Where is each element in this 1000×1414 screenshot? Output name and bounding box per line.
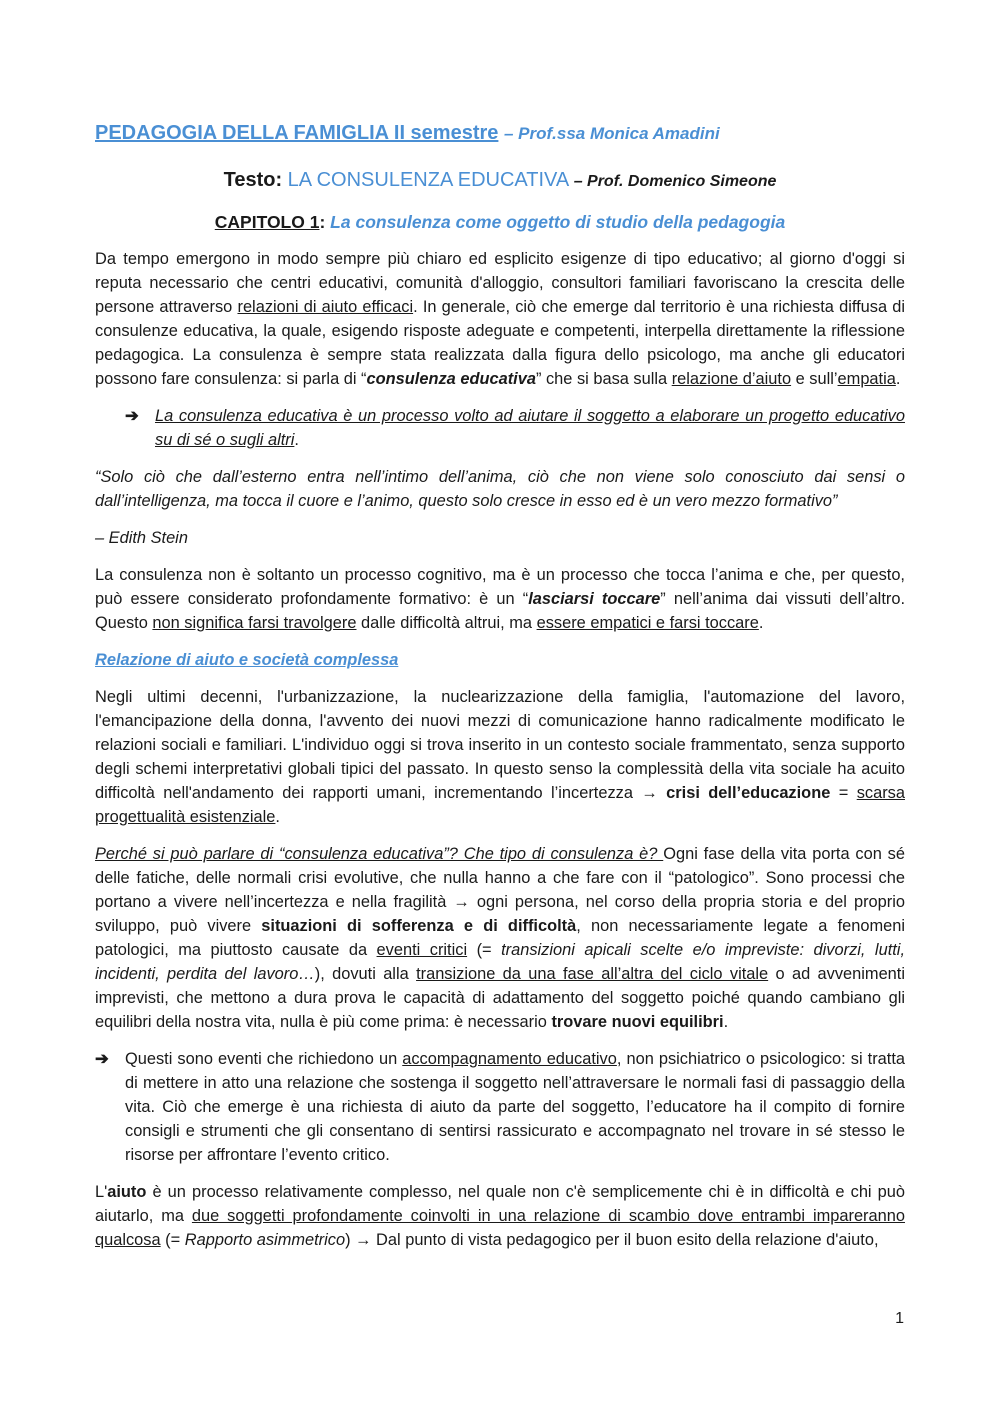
text-run: ) [345,1231,356,1249]
underlined-text: essere empatici e farsi toccare [536,614,759,632]
text-run: o ad avvenimenti imprevisti, che mettono a dura prova le capacità di adattamento del soggetto poiché quando cambiano gli equilibri della nostra vita, nulla è più come prima: è necessario [95,965,905,1031]
text-run [658,784,666,802]
text-run: e sull’ [791,370,838,388]
text-run: . [758,614,764,632]
course-title [95,118,905,149]
underlined-italic-text: Perché si può parlare di “consulenza educativa”? Che tipo di consulenza è? [95,845,664,863]
bullet-text [155,404,905,452]
text-run: La consulenza non è soltanto un processo cognitivo, ma è un processo che tocca l’anima e che, per questo, può essere considerato profondamente formativo: è un “ [95,566,905,608]
text-run: Da tempo emergono in modo sempre più chiaro ed esplicito esigenze di tipo educativo; al giorno d'oggi si reputa necessario che centri educativi, comunità d'alloggio, consultori familiari favoriscano la crescita delle persone attraverso [95,250,905,316]
text-run: (= [467,941,502,959]
arrow-icon: → [453,893,470,911]
text-run: . [895,370,901,388]
quote-text: “Solo ciò che dall’esterno entra nell’intimo dell’anima, ciò che non viene solo conosciuto dai sensi o dall’intelligenza, ma tocca il cuore e l’animo, questo solo cresce in esso ed è un vero mezzo formativo” [95,468,905,510]
bullet-definition [95,404,905,452]
text-run: Dal punto di vista pedagogico per il buon esito della relazione d'aiuto, [371,1231,879,1249]
section-heading [95,648,905,672]
arrow-icon: → [641,784,658,802]
underlined-text: scarsa progettualità esistenziale [95,784,905,826]
text-run: , non psichiatrico o psicologico: si tratta di mettere in atto una relazione che sostenga il soggetto nell’attraversare le normali fasi di passaggio della vita. Ciò che emerge è una richiesta di aiuto da parte del soggetto, l’educatore ha il compito di fornire consigli e strumenti che gli consentano di sentirsi rassicurato e accompagnato nel trovare in sé stesso le risorse per affrontare l’evento critico. [125,1050,905,1164]
paragraph-lasciarsi-toccare [95,563,905,635]
course-name: PEDAGOGIA DELLA FAMIGLIA II semestre [95,122,499,144]
italic-text: transizioni apicali scelte e/o impreviste: divorzi, lutti, incidenti, perdita del lavoro… [95,941,905,983]
section-title: Relazione di aiuto e società complessa [95,651,399,669]
text-run: L' [95,1183,108,1201]
course-professor: – Prof.ssa Monica Amadini [503,124,720,143]
text-run: dalle difficoltà altrui, ma [356,614,537,632]
underlined-italic-text: La consulenza educativa è un processo volto ad aiutare il soggetto a elaborare un progetto educativo su di sé o sugli altri [155,407,905,449]
underlined-text: accompagnamento educativo [402,1050,617,1068]
quote-author: – Edith Stein [95,529,188,547]
bullet-accompaniment [95,1047,905,1167]
underlined-text: relazioni di aiuto efficaci [237,298,414,316]
text-run: . [294,431,299,449]
underlined-text: transizione da una fase all’altra del ciclo vitale [416,965,769,983]
document-page [95,118,905,1265]
italic-text: Rapporto asimmetrico [184,1231,346,1249]
underlined-text: relazione d’aiuto [671,370,792,388]
text-run: . [275,808,280,826]
bold-text: crisi dell’educazione [666,784,831,802]
arrow-icon: → [355,1231,372,1249]
text-run: Questi sono eventi che richiedono un [125,1050,403,1068]
arrow-bullet-icon: ➔ [95,1050,109,1068]
emphasis-text: consulenza educativa [366,370,536,388]
text-run: ” nell’anima dai vissuti dell’altro. Questo [95,590,906,632]
text-run: ), dovuti alla [314,965,417,983]
text-run: = [830,784,857,802]
emphasis-text: lasciarsi toccare [528,590,661,608]
text-run: Negli ultimi decenni, l'urbanizzazione, la nuclearizzazione della famiglia, l'automazione del lavoro, l'emancipazione della donna, l'avvento dei nuovi mezzi di comunicazione hanno radicalmente modificato le relazioni sociali e familiari. L'individuo oggi si trova inserito in un contesto sociale frammentato, senza supporto degli schemi interpretativi globali tipici del passato. In questo senso la complessità della vita sociale ha acuito difficoltà nell'andamento dei rapporti umani, incrementando l’incertezza [95,688,905,802]
bold-text: situazioni di sofferenza e di difficoltà [261,917,577,935]
text-professor: – Prof. Domenico Simeone [573,173,777,190]
text-run: ” che si basa sulla [535,370,672,388]
text-label: Testo: [223,169,283,191]
underlined-text: eventi critici [376,941,468,959]
underlined-text: non significa farsi travolgere [152,614,357,632]
text-run: . In generale, ciò che emerge dal territorio è una richiesta diffusa di consulenze educativa, la quale, esigendo risposte adeguate e competenti, interpella direttamente la riflessione pedagogica. La consulenza è sempre stata realizzata dalla figura dello psicologo, ma anche gli educatori possono fare consulenza: si parla di “ [95,298,906,388]
bullet-text [125,1047,905,1167]
bold-text: aiuto [107,1183,147,1201]
underlined-text: due soggetti profondamente coinvolti in una relazione di scambio dove entrambi impareranno qualcosa [95,1207,905,1249]
text-run: (= [160,1231,185,1249]
text-heading [95,165,905,197]
underlined-text: empatia [837,370,896,388]
text-run: è un processo relativamente complesso, nel quale non c'è semplicemente chi è in difficoltà e chi può aiutarlo, ma [95,1183,905,1225]
text-run: ogni persona, nel corso della propria storia e del proprio sviluppo, può vivere [95,893,905,935]
chapter-label: CAPITOLO 1 [214,212,320,232]
chapter-heading [95,209,905,235]
text-title: LA CONSULENZA EDUCATIVA [287,169,569,191]
paragraph-society [95,685,905,829]
arrow-bullet-icon: ➔ [125,407,139,425]
text-run: Ogni fase della vita porta con sé delle fatiche, delle normali crisi evolutive, che nulla hanno a che fare con il “patologico”. Sono processi che portano a vivere nell’incertezza e nella fragilità [95,845,905,911]
text-run: , non necessariamente legate a fenomeni patologici, ma piuttosto causate da [95,917,906,959]
paragraph-intro [95,247,905,391]
chapter-colon: : [319,212,326,232]
paragraph-aiuto [95,1180,905,1252]
paragraph-why-consulting [95,842,905,1034]
text-run: . [723,1013,729,1031]
bold-text: trovare nuovi equilibri [551,1013,724,1031]
chapter-title: La consulenza come oggetto di studio della pedagogia [330,212,786,232]
page-number: 1 [895,1310,904,1327]
